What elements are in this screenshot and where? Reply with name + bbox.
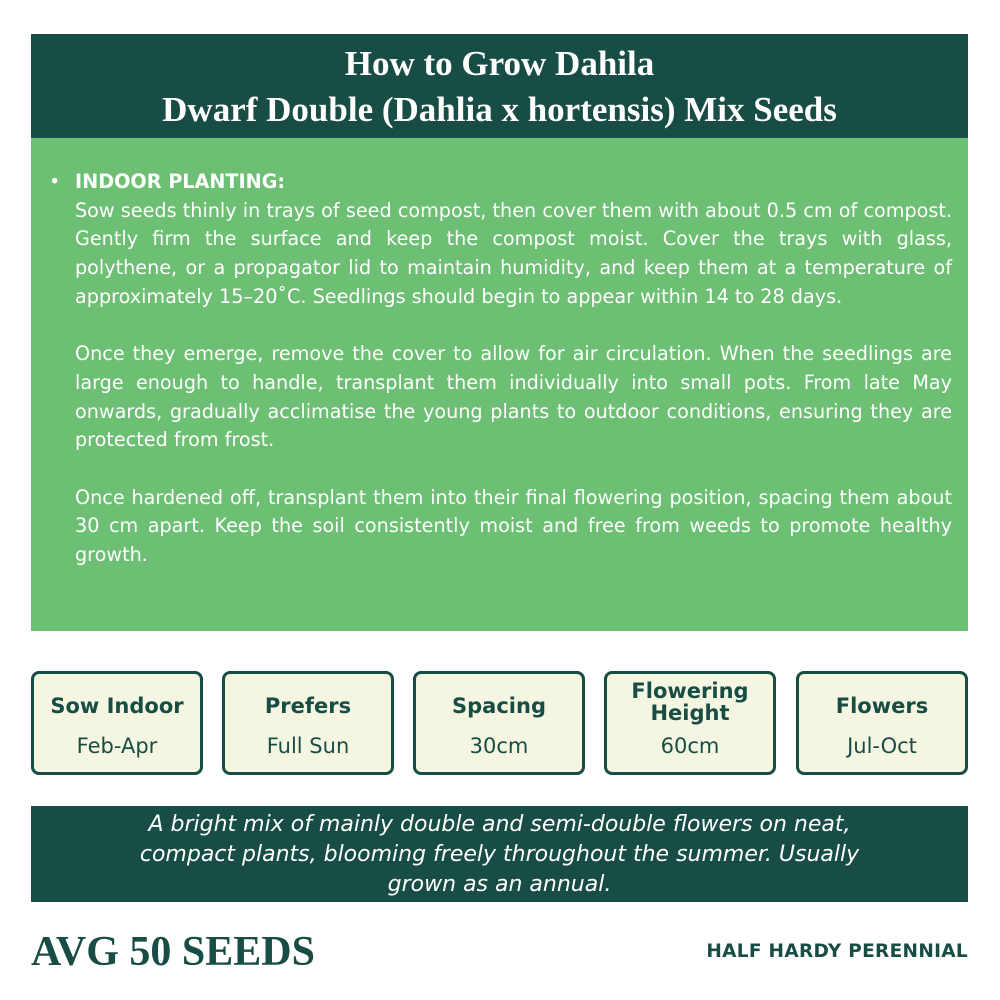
description-line-1: A bright mix of mainly double and semi-double flowers on neat, <box>148 812 851 837</box>
info-box-title-text: Flowers <box>835 694 929 718</box>
info-box-title <box>34 674 200 738</box>
info-box-value: 60cm <box>660 734 720 758</box>
bullet-icon: • <box>49 170 61 193</box>
info-box-title <box>416 674 582 738</box>
section-heading <box>49 168 952 197</box>
info-box-value: Jul-Oct <box>847 734 917 758</box>
info-box-sow-indoor <box>31 671 203 775</box>
description-line-3: grown as an annual. <box>387 872 612 897</box>
info-box-spacing <box>413 671 585 775</box>
info-box-value: Full Sun <box>266 734 350 758</box>
seed-count: AVG 50 SEEDS <box>31 929 315 975</box>
title-banner <box>31 34 968 138</box>
info-box-row <box>31 671 968 775</box>
info-box-title <box>225 674 391 738</box>
info-box-title-text: Sow Indoor <box>50 694 184 718</box>
hardiness-label: HALF HARDY PERENNIAL <box>706 941 968 962</box>
title-line-2: Dwarf Double (Dahlia x hortensis) Mix Seeds <box>162 90 837 129</box>
title-line-1: How to Grow Dahila <box>344 44 655 83</box>
description-line-2: compact plants, blooming freely throughout the summer. Usually <box>139 842 860 867</box>
section-heading-text: INDOOR PLANTING: <box>75 170 286 193</box>
info-box-flowers <box>796 671 968 775</box>
info-box-title-text: Spacing <box>452 694 546 718</box>
info-box-title <box>607 670 773 734</box>
description-banner <box>31 806 968 902</box>
info-box-prefers <box>222 671 394 775</box>
info-box-flowering-height <box>604 671 776 775</box>
instructions-panel <box>31 138 968 631</box>
info-box-title-text: Prefers <box>264 694 352 718</box>
instruction-paragraph: Once hardened off, transplant them into their final flowering position, spacing them about 30 cm apart. Keep the soil consistently moist and free from weeds to promote healthy growth. <box>75 485 952 567</box>
instruction-paragraph: Sow seeds thinly in trays of seed compost, then cover them with about 0.5 cm of compost. Gently firm the surface and keep the compost moist. Cover the trays with glass, polythene, or a propagator lid to maintain humidity, and keep them at a temperature of approximately 15–20˚C. Seedlings should begin to appear within 14 to 28 days. <box>75 198 952 308</box>
info-box-title-text: Flowering Height <box>631 679 749 725</box>
info-box-title <box>799 674 965 738</box>
instruction-paragraph: Once they emerge, remove the cover to allow for air circulation. When the seedlings are large enough to handle, transplant them individually into small pots. From late May onwards, gradually acclimatise the young plants to outdoor conditions, ensuring they are protected from frost. <box>75 342 952 452</box>
info-box-value: Feb-Apr <box>76 734 158 758</box>
info-box-value: 30cm <box>469 734 529 758</box>
